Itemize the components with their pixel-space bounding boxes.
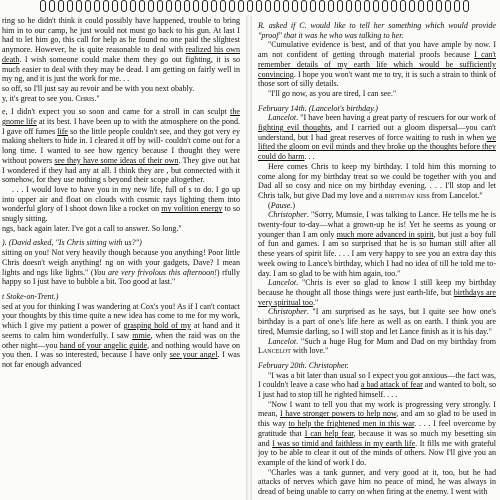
right-paragraph: Here comes Chris to keep my birthday. I told him this morning to come along for my birthday treat so we could be together with you and Dad all so cosy and nice on my birthday evening. . . . I'll stop and let Chris talk, but give Dad my love and a birthday kiss from Lancelot." [258, 161, 496, 200]
spiral-ring [355, 0, 361, 12]
left-paragraph: ring so he didn't think it could possibly have happened, trouble to bring him in to our camp, he just would not must go back to his gun. At last I had to let him go, this call for help as he found no one paid the slightest anymore. However, he is quite reasonable to deal with realized his own death. I wish someone could make them they go out fighting, it is so much easier to deal with they may be dead. I am getting on fairly well in my ng, and it is just the work for me. . . [2, 16, 240, 84]
left-paragraph: e, I didn't expect you so soon and came for a stroll in can sculpt the gnome life at its best. I have been up to with the atmosphere on the pond. I gave off fumes life so the little people couldn't see, and they got very ey making shelters to hide in. I cleared it off by will- couldn't come out for a long time. I wanted to see how rgency because I thought they were without powers see they have some ideas of their own. They give out hat I wondered if they had any at all. I think they are , but connected with it somehow, for they use nothing s beyond their scope altogether. [2, 107, 240, 185]
right-paragraph: February 14th. (Lancelot's birthday.) [258, 103, 378, 113]
spiral-ring [400, 0, 406, 12]
spiral-ring [139, 0, 145, 12]
right-paragraph: February 20th. Christopher. [258, 360, 349, 370]
spiral-ring [427, 0, 433, 12]
page-gutter [246, 16, 252, 500]
left-paragraph: ngs, back again later. I've got a call to answer. So long." [2, 223, 182, 233]
spiral-ring [382, 0, 388, 12]
spiral-ring [148, 0, 154, 12]
spiral-ring [454, 0, 460, 12]
spiral-ring [409, 0, 415, 12]
spiral-ring [211, 0, 217, 12]
spiral-ring [364, 0, 370, 12]
spiral-ring [436, 0, 442, 12]
spiral-ring [337, 0, 343, 12]
spiral-ring [463, 0, 469, 12]
spiral-ring [130, 0, 136, 12]
spiral-ring [238, 0, 244, 12]
spiral-ring [166, 0, 172, 12]
right-paragraph: "I'll go now, as you are tired, I can see." [268, 88, 397, 98]
right-paragraph: (Pause.) [268, 200, 296, 210]
spiral-ring [94, 0, 100, 12]
right-paragraph: "Cumulative evidence is best, and of that you have ample by now. I am not confident of getting through material proofs because I can't remember details of my earth life which would be sufficiently convincing. I hope you won't want me to try, it is such a strain to think of those sort of silly details. [258, 40, 497, 89]
left-paragraph: so off, so I'll just say au revoir and be with you next obably. [2, 83, 195, 93]
spiral-ring [283, 0, 289, 12]
spiral-ring [319, 0, 325, 12]
spiral-ring [103, 0, 109, 12]
right-paragraph: R. asked if C. would like to tell her something which would provide "proof" that it was he who was talking to her. [258, 21, 496, 40]
spiral-ring [58, 0, 64, 12]
left-paragraph: t Stoke-on-Trent.) [2, 291, 59, 301]
right-paragraph: Christopher. "Sorry, Mumsie, I was talking to Lance. He tells me he is twenty-four to-day—what a grown-up he is! Yet he seems as young or younger than I am only much more advanced in spirit, but just a boy full of fun and games. I am so surprised that he is so human still after all these years of spirit life. . . . I am very happy to see you an extra day this week owing to Lance's birthday, which I had no idea of till he told me to-day. I am so glad to be with him again, too." [258, 210, 497, 278]
spiral-ring [373, 0, 379, 12]
spiral-ring [274, 0, 280, 12]
spiral-ring [49, 0, 55, 12]
spiral-ring [256, 0, 262, 12]
left-paragraph: sitting on you! Not very heavily though because you anything! Poor little Chris doesn't weigh anything! ng on with your gadgets, Dave? I mean lights and ngs like lights." (You are very frivolous this afternoon!) rfully happy so I just have to bubble a bit. Too good at last." [2, 248, 240, 287]
right-page [258, 16, 498, 496]
spiral-ring [310, 0, 316, 12]
right-paragraph: "Now I want to tell you that my work is progressing very strongly. I mean, I have stronger powers to help now, and am so glad to be used in this way to help the frightened men in this war. . . . I feel overcome by gratitude that I can help fear, because it was so much my besetting sin and I was so timid and faithless in my earth life. It fills me with grateful joy to be able to clear it out of the minds of others. Now I'll give you an example of the kind of work I do. [258, 399, 497, 467]
spiral-ring [175, 0, 181, 12]
spiral-ring [301, 0, 307, 12]
right-paragraph: "I was a bit later than usual so I expect you got anxious—the fact was, I couldn't leave a case who had a bad attack of fear and wanted to bolt, so I just had to stop till he righted himself. . . . [258, 370, 497, 400]
left-paragraph: ). (David asked, "Is Chris sitting with us?") [2, 238, 142, 248]
spiral-ring [247, 0, 253, 12]
left-page [0, 16, 240, 496]
left-paragraph: . . . I would love to have you in my new life, full of s to do. I go up into upper air and float on clouds with cosmic rays lighting them into wonderful glory of I shoot down like a rocket on my volition energy to so snugly sitting. [2, 184, 240, 224]
spiral-ring [202, 0, 208, 12]
spiral-ring [121, 0, 127, 12]
right-paragraph: Lancelot. "Chris is ever so glad to know I still keep my birthday because he thought all those things were just earth-life, but birthdays are very spiritual too." [258, 278, 496, 307]
right-paragraph: Lancelot. "Such a huge Hug for Mum and Dad on my birthday from Lancelot with love." [258, 336, 496, 356]
spiral-ring [418, 0, 424, 12]
left-paragraph: y, it's great to see you. Chris." [2, 93, 100, 103]
spiral-ring [292, 0, 298, 12]
spiral-ring [220, 0, 226, 12]
spiral-ring [193, 0, 199, 12]
spiral-ring [40, 0, 46, 12]
spiral-ring [346, 0, 352, 12]
spiral-ring [328, 0, 334, 12]
spiral-ring [67, 0, 73, 12]
spiral-ring [112, 0, 118, 12]
right-paragraph: "Charles was a tank gunner, and very good at it, too, but he had attacks of nerves which gave him no peace of mind, he was always in dread of being unable to carry on when firing at the enemy. I went with [258, 467, 496, 496]
spiral-ring [265, 0, 271, 12]
spiral-ring [157, 0, 163, 12]
spiral-binding [0, 0, 500, 14]
right-paragraph: Lancelot. "I have been having a great party of rescuers for our work of fighting evil thoughts, and I carried out a gloom dispersal—you can't understand, but I had great reserves of force waiting to rush in when we lifted the gloom on evil minds and they broke up the thoughts before they could do harm. . . [258, 113, 496, 162]
spiral-ring [85, 0, 91, 12]
right-paragraph: Christopher. "I am surprised as he says, but I quite see how one's birthday is a part of one's life here as well as on earth. I think you are tired, Mumsie darling, so I will stop and let Lance finish as it is his day." [258, 307, 496, 336]
spiral-ring [445, 0, 451, 12]
spiral-ring [391, 0, 397, 12]
spiral-ring [184, 0, 190, 12]
spiral-ring [229, 0, 235, 12]
spiral-ring [76, 0, 82, 12]
left-paragraph: sed at you for thinking I was wandering at Cox's you! As if I can't contact your thoughts by this time quite a new idea has come to me for my work, which I give my patient a power of grasping hold of my at hand and it seems to calm him wonderfully. I saw mmie, when the raid was on the other night—you hand of your angelic guide, and nothing would have on you then. I was so interested, because I have only see your angel. I was not far enough advanced [2, 301, 240, 369]
